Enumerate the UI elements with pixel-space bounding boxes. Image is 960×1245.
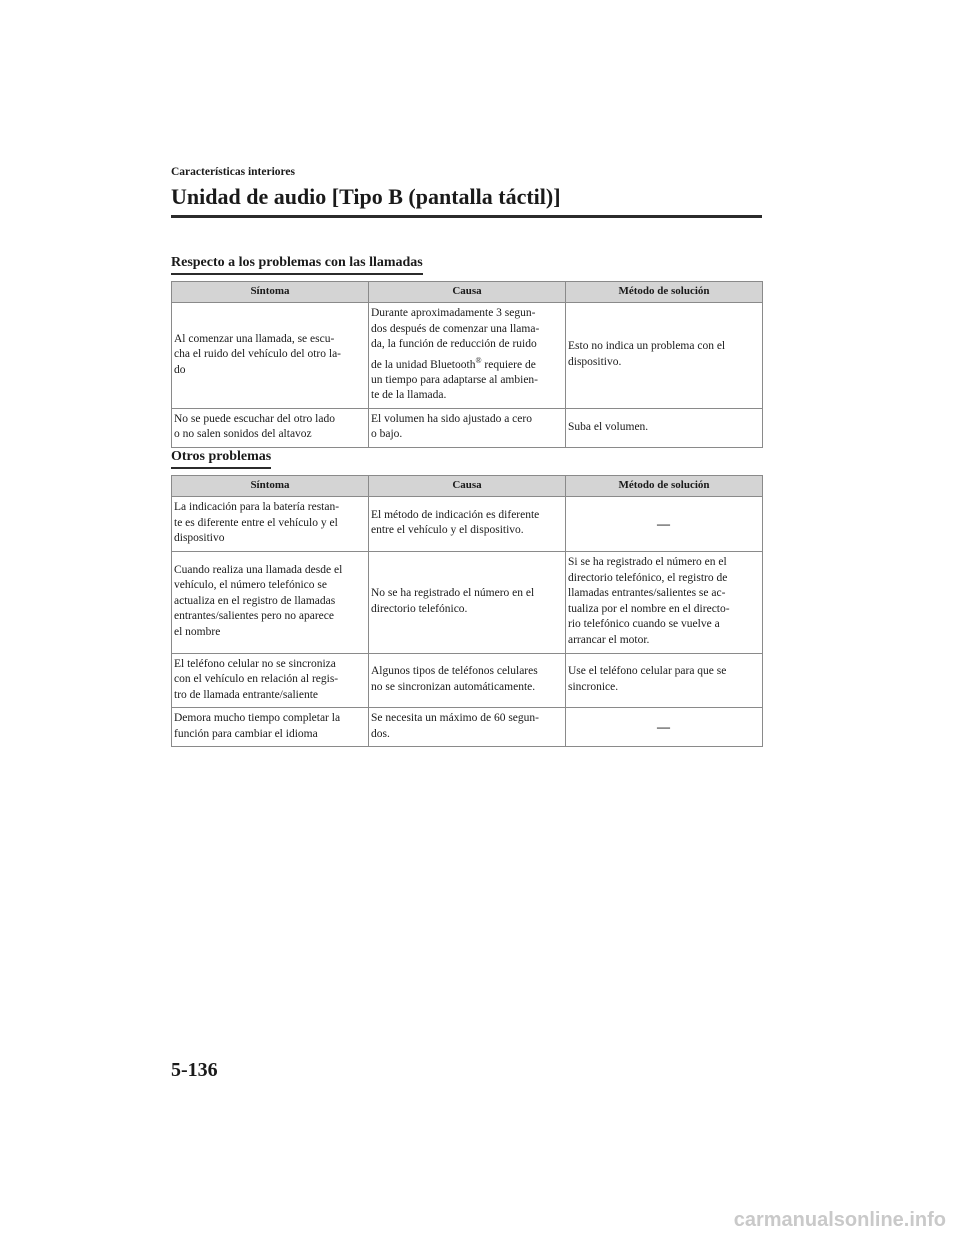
symptom-cell [172,653,369,708]
cause-cell [369,653,566,708]
cause-cell [369,497,566,552]
column-header-solution: Método de solución [566,282,763,303]
solution-text: Si se ha registrado el número en el directorio telefónico, el registro de llamadas entrantes/salientes se ac- tualiza por el nombre en el directo- rio telefónico cuando se vuelve a arrancar el motor. [568,556,730,646]
cause-cell [369,551,566,653]
column-header-symptom: Síntoma [172,476,369,497]
solution-text: Use el teléfono celular para que se sincronice. [568,665,727,693]
other-problems-table [171,475,763,747]
cause-cell [369,408,566,447]
cause-text-continued: requiere de un tiempo para adaptarse al ambien- te de la llamada. [371,358,538,402]
solution-cell [566,303,763,409]
column-header-solution: Método de solución [566,476,763,497]
cause-text: El volumen ha sido ajustado a cero o bajo. [371,412,532,441]
cause-text: Durante aproximadamente 3 segun- dos después de comenzar una llama- da, la función de reducción de ruido de la unidad Bluetooth [371,307,540,371]
column-header-cause: Causa [369,282,566,303]
registered-trademark-symbol: ® [475,355,482,365]
section-label: Características interiores [171,166,296,178]
symptom-text: Demora mucho tiempo completar la función para cambiar el idioma [174,712,341,740]
symptom-cell [172,551,369,653]
cause-text: Se necesita un máximo de 60 segun- dos. [371,712,539,740]
symptom-text: Al comenzar una llamada, se escu- cha el ruido del vehículo del otro la- do [174,332,342,376]
solution-text: Esto no indica un problema con el dispositivo. [568,340,726,368]
solution-cell [566,653,763,708]
symptom-text: La indicación para la batería restan- te es diferente entre el vehículo y el dispositivo [174,501,340,544]
cause-cell [369,708,566,747]
cause-text: El método de indicación es diferente entre el vehículo y el dispositivo. [371,508,540,537]
solution-text: — [657,515,670,531]
page-number: 5-136 [171,1059,218,1081]
symptom-cell [172,408,369,447]
solution-cell [566,408,763,447]
solution-cell [566,497,763,552]
symptom-cell [172,303,369,409]
cause-cell [369,303,566,409]
solution-cell [566,708,763,747]
table-row [172,708,763,747]
cause-text: Algunos tipos de teléfonos celulares no se sincronizan automáticamente. [371,665,538,693]
table-row [172,408,763,447]
heading-other-problems: Otros problemas [171,448,271,469]
column-header-cause: Causa [369,476,566,497]
watermark: carmanualsonline.info [733,1209,946,1231]
symptom-cell [172,708,369,747]
title-rule [171,215,762,218]
table-header-row [172,282,763,303]
solution-cell [566,551,763,653]
symptom-text: El teléfono celular no se sincroniza con el vehículo en relación al regis- tro de llamada entrante/saliente [174,657,339,701]
cause-text: No se ha registrado el número en el directorio telefónico. [371,587,535,615]
table-row [172,551,763,653]
call-problems-table [171,281,763,448]
heading-call-problems: Respecto a los problemas con las llamadas [171,254,423,275]
symptom-text: Cuando realiza una llamada desde el vehículo, el número telefónico se actualiza en el registro de llamadas entrantes/salientes pero no aparece el nombre [174,563,343,638]
solution-text: Suba el volumen. [568,420,649,433]
table-row [172,303,763,409]
symptom-text: No se puede escuchar del otro lado o no salen sonidos del altavoz [174,412,335,441]
page-title: Unidad de audio [Tipo B (pantalla táctil)] [171,184,561,209]
table-header-row [172,476,763,497]
symptom-cell [172,497,369,552]
table-row [172,497,763,552]
solution-text: — [657,718,670,734]
column-header-symptom: Síntoma [172,282,369,303]
table-row [172,653,763,708]
